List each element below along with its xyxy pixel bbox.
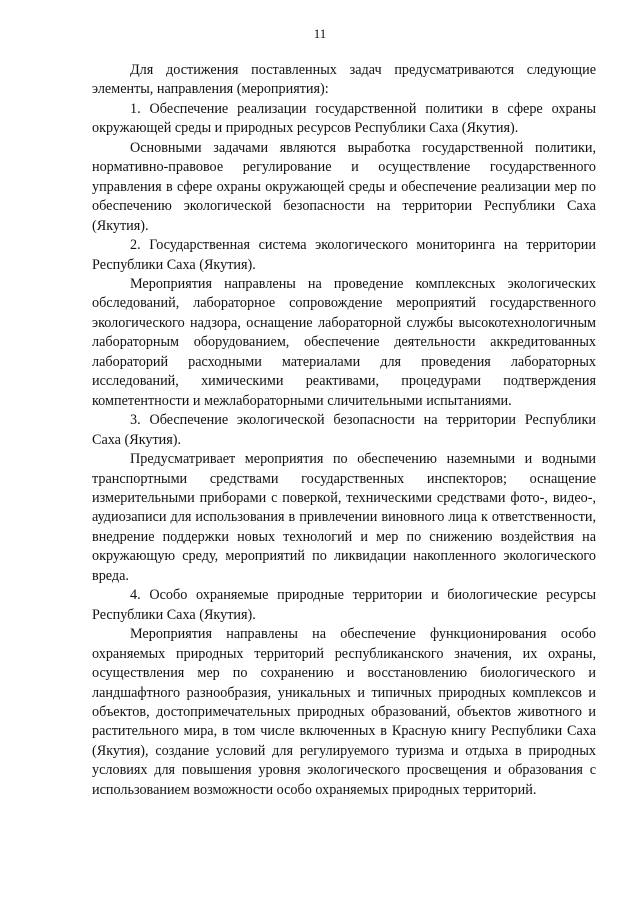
paragraph-item-4-heading: 4. Особо охраняемые природные территории и биологические ресурсы Республики Саха (Якутия). <box>92 587 596 623</box>
paragraph-item-2-heading: 2. Государственная система экологического мониторинга на территории Республики Саха (Якутия). <box>92 237 596 273</box>
paragraph-item-3-body: Предусматривает мероприятия по обеспечению наземными и водными транспортными средствами государственных инспекторов; оснащение измерительными приборами с поверкой, техническими средствами фото-, видео-, аудиозаписи для использования в привлечении виновного лица к ответственности, внедрение поддержки новых технологий и мер по снижению воздействия на окружающую среду, мероприятий по ликвидации накопленного экологического вреда. <box>92 451 596 584</box>
paragraph-intro: Для достижения поставленных задач предусматриваются следующие элементы, направления (мероприятия): <box>92 62 596 98</box>
paragraph-item-4-body: Мероприятия направлены на обеспечение функционирования особо охраняемых природных территорий республиканского значения, их охраны, осуществления мер по сохранению и восстановлению биологического и ландшафтного разнообразия, уникальных и типичных природных комплексов и объектов, достопримечательных природных образований, объектов животного и растительного мира, в том числе включенных в Красную книгу Республики Саха (Якутия), создание условий для регулируемого туризма и отдыха в природных условиях для повышения уровня экологического просвещения и образования с использованием возможности особо охраняемых природных территорий. <box>92 626 596 798</box>
paragraph-item-1-heading: 1. Обеспечение реализации государственной политики в сфере охраны окружающей среды и природных ресурсов Республики Саха (Якутия). <box>92 100 596 137</box>
page-number: 11 <box>313 26 327 41</box>
paragraph-item-2-body: Мероприятия направлены на проведение комплексных экологических обследований, лабораторное сопровождение мероприятий государственного экологического надзора, оснащение лабораторной службы высокотехнологичным лабораторным оборудованием, обеспечение деятельности аккредитованных лабораторий расходными материалами для проведения лабораторных исследований, химическими реактивами, процедурами подтверждения компетентности и межлабораторными сличительными испытаниями. <box>92 275 596 409</box>
paragraph-item-1-body: Основными задачами являются выработка государственной политики, нормативно-правовое регулирование и осуществление государственного управления в сфере охраны окружающей среды и обеспечение реализации мер по обеспечению экологической безопасности на территории Республики Саха (Якутия). <box>92 139 596 234</box>
paragraph-item-3-heading: 3. Обеспечение экологической безопасности на территории Республики Саха (Якутия). <box>92 412 596 448</box>
document-body <box>92 61 596 800</box>
